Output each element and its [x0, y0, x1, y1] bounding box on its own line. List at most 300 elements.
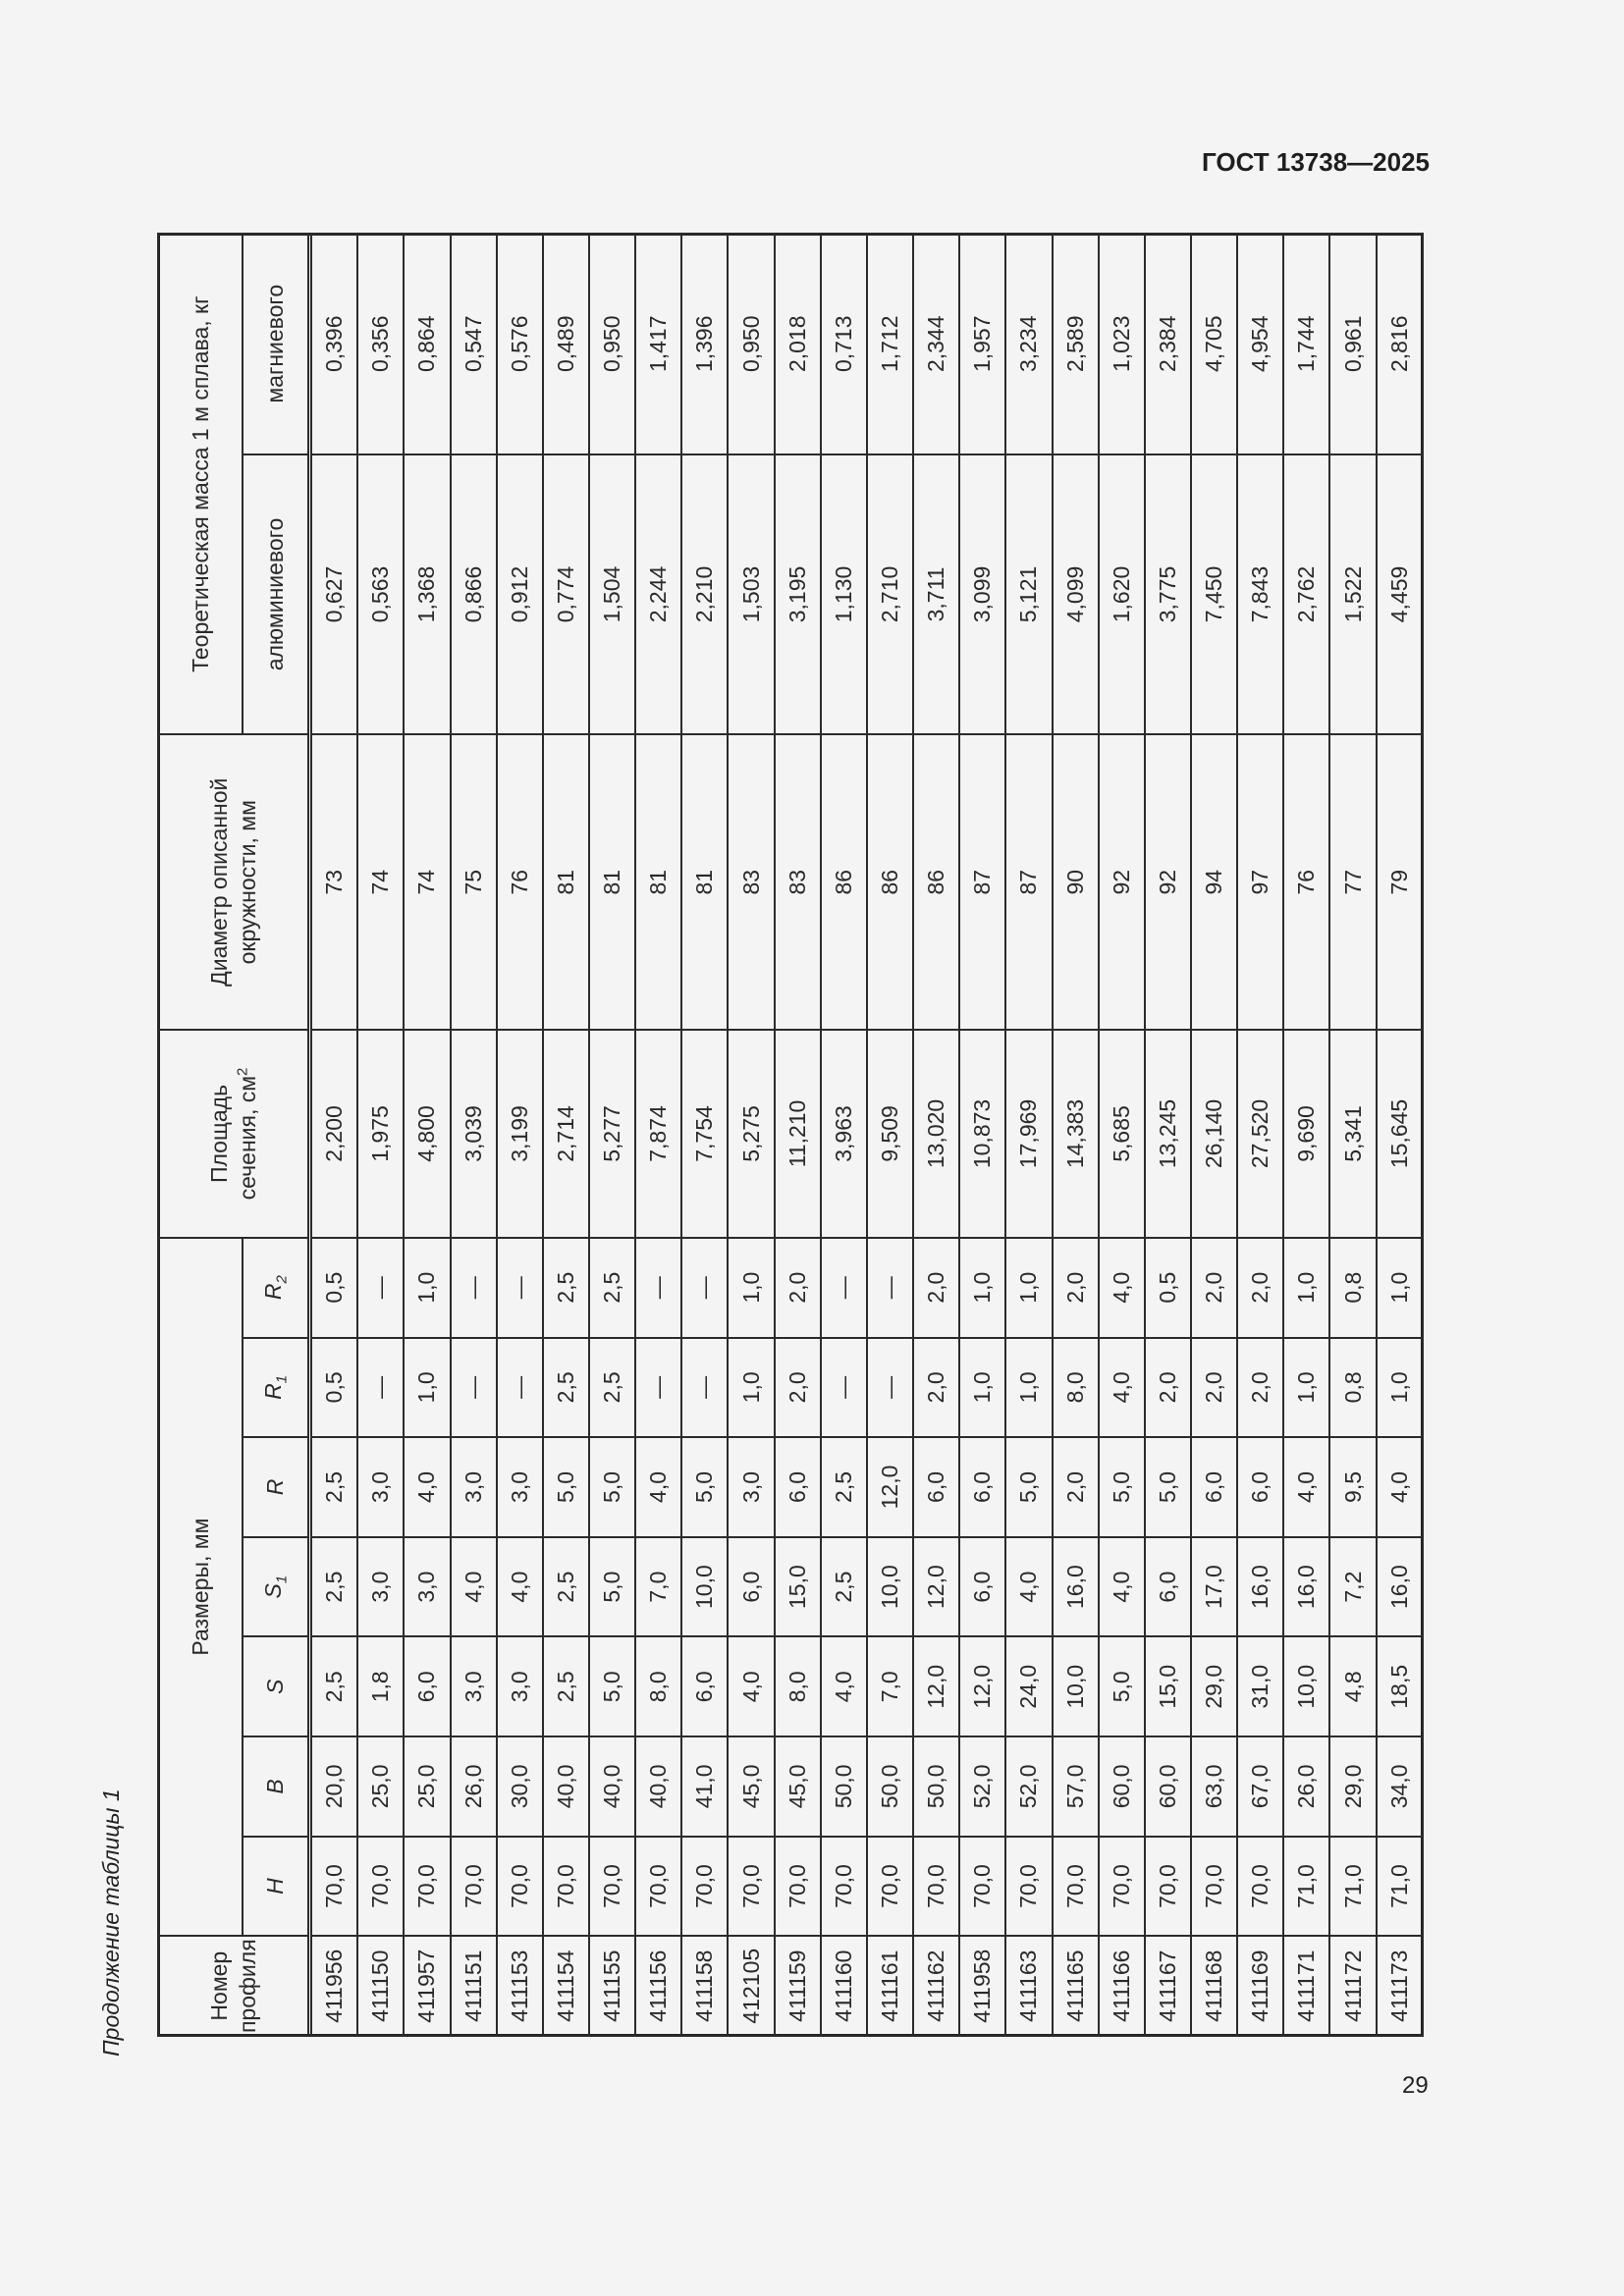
- cell-R1: 1,0: [1283, 1338, 1329, 1438]
- cell-R2: 2,0: [775, 1238, 821, 1338]
- cell-R1: 2,0: [1145, 1338, 1191, 1438]
- cell-R: 2,5: [821, 1437, 867, 1537]
- cell-R: 5,0: [1099, 1437, 1145, 1537]
- cell-magnesium-mass: 2,816: [1377, 234, 1423, 454]
- header-dim-R: R: [243, 1437, 310, 1537]
- cell-R: 3,0: [357, 1437, 404, 1537]
- cell-diameter: 73: [310, 734, 358, 1030]
- cell-R: 9,5: [1329, 1437, 1376, 1537]
- header-dim-S: S: [243, 1636, 310, 1736]
- header-profile-number: Номер профиля: [158, 1936, 310, 2036]
- cell-diameter: 92: [1099, 734, 1145, 1030]
- cell-R1: 0,5: [310, 1338, 358, 1438]
- cell-R1: 1,0: [728, 1338, 774, 1438]
- cell-R: 4,0: [1377, 1437, 1423, 1537]
- cell-H: 70,0: [404, 1837, 450, 1937]
- cell-S: 4,8: [1329, 1636, 1376, 1736]
- cell-diameter: 81: [543, 734, 589, 1030]
- cell-B: 40,0: [635, 1736, 681, 1837]
- cell-H: 70,0: [310, 1837, 358, 1937]
- cell-S1: 16,0: [1377, 1537, 1423, 1637]
- header-dim-R1: $R_1$: [243, 1338, 310, 1438]
- cell-profile-number: 411163: [1005, 1936, 1052, 2036]
- cell-R2: —: [821, 1238, 867, 1338]
- cell-R2: —: [497, 1238, 543, 1338]
- cell-B: 41,0: [681, 1736, 728, 1837]
- cell-H: 70,0: [1237, 1837, 1283, 1937]
- cell-B: 67,0: [1237, 1736, 1283, 1837]
- cell-S: 31,0: [1237, 1636, 1283, 1736]
- cell-H: 70,0: [821, 1837, 867, 1937]
- cell-diameter: 74: [404, 734, 450, 1030]
- cell-R2: —: [451, 1238, 497, 1338]
- cell-diameter: 94: [1191, 734, 1237, 1030]
- cell-profile-number: 411167: [1145, 1936, 1191, 2036]
- cell-aluminium-mass: 2,244: [635, 454, 681, 735]
- header-dim-B: B: [243, 1736, 310, 1837]
- document-id: ГОСТ 13738—2025: [1202, 147, 1430, 177]
- cell-diameter: 76: [497, 734, 543, 1030]
- cell-aluminium-mass: 7,450: [1191, 454, 1237, 735]
- table-row: [1191, 234, 1237, 2036]
- cell-S1: 4,0: [497, 1537, 543, 1637]
- cell-S1: 16,0: [1053, 1537, 1099, 1637]
- cell-R1: —: [681, 1338, 728, 1438]
- cell-H: 70,0: [1099, 1837, 1145, 1937]
- table-row: [1377, 234, 1423, 2036]
- cell-S: 10,0: [1053, 1636, 1099, 1736]
- cell-aluminium-mass: 3,775: [1145, 454, 1191, 735]
- cell-area: 13,245: [1145, 1030, 1191, 1238]
- cell-profile-number: 411155: [589, 1936, 635, 2036]
- cell-area: 3,963: [821, 1030, 867, 1238]
- cell-R2: 1,0: [1005, 1238, 1052, 1338]
- table-row: [589, 234, 635, 2036]
- header-circumscribed-diameter: Диаметр описанной окружности, мм: [158, 734, 310, 1030]
- cell-diameter: 76: [1283, 734, 1329, 1030]
- table-body: [310, 234, 1424, 2036]
- cell-R: 4,0: [635, 1437, 681, 1537]
- cell-S: 3,0: [451, 1636, 497, 1736]
- table-row: [867, 234, 913, 2036]
- cell-R1: —: [357, 1338, 404, 1438]
- cell-S1: 10,0: [867, 1537, 913, 1637]
- cell-aluminium-mass: 0,627: [310, 454, 358, 735]
- cell-S: 6,0: [404, 1636, 450, 1736]
- cell-diameter: 79: [1377, 734, 1423, 1030]
- cell-aluminium-mass: 0,866: [451, 454, 497, 735]
- cell-R1: —: [821, 1338, 867, 1438]
- cell-magnesium-mass: 4,705: [1191, 234, 1237, 454]
- table-row: [357, 234, 404, 2036]
- cell-area: 9,509: [867, 1030, 913, 1238]
- cell-H: 70,0: [543, 1837, 589, 1937]
- cell-magnesium-mass: 0,396: [310, 234, 358, 454]
- cell-H: 70,0: [681, 1837, 728, 1937]
- cell-R2: 1,0: [1283, 1238, 1329, 1338]
- cell-diameter: 86: [867, 734, 913, 1030]
- cell-H: 70,0: [1005, 1837, 1052, 1937]
- cell-diameter: 86: [821, 734, 867, 1030]
- cell-profile-number: 411957: [404, 1936, 450, 2036]
- cell-S1: 10,0: [681, 1537, 728, 1637]
- cell-area: 7,754: [681, 1030, 728, 1238]
- cell-aluminium-mass: 1,368: [404, 454, 450, 735]
- cell-S1: 12,0: [913, 1537, 959, 1637]
- cell-R1: 4,0: [1099, 1338, 1145, 1438]
- cell-S: 12,0: [913, 1636, 959, 1736]
- cell-magnesium-mass: 0,356: [357, 234, 404, 454]
- cell-R1: —: [635, 1338, 681, 1438]
- cell-B: 29,0: [1329, 1736, 1376, 1837]
- cell-aluminium-mass: 2,762: [1283, 454, 1329, 735]
- cell-H: 70,0: [357, 1837, 404, 1937]
- cell-B: 60,0: [1145, 1736, 1191, 1837]
- cell-R: 5,0: [1005, 1437, 1052, 1537]
- cell-magnesium-mass: 0,961: [1329, 234, 1376, 454]
- cell-diameter: 83: [728, 734, 774, 1030]
- cell-aluminium-mass: 2,710: [867, 454, 913, 735]
- table-row: [681, 234, 728, 2036]
- cell-profile-number: 411168: [1191, 1936, 1237, 2036]
- cell-S1: 15,0: [775, 1537, 821, 1637]
- cell-R2: 0,5: [310, 1238, 358, 1338]
- cell-B: 52,0: [1005, 1736, 1052, 1837]
- cell-magnesium-mass: 1,744: [1283, 234, 1329, 454]
- profile-table: [157, 233, 1424, 2037]
- cell-R1: 2,0: [775, 1338, 821, 1438]
- cell-S: 18,5: [1377, 1636, 1423, 1736]
- cell-S: 15,0: [1145, 1636, 1191, 1736]
- cell-aluminium-mass: 5,121: [1005, 454, 1052, 735]
- cell-S1: 17,0: [1191, 1537, 1237, 1637]
- cell-R: 6,0: [913, 1437, 959, 1537]
- cell-R: 6,0: [1191, 1437, 1237, 1537]
- cell-R1: 1,0: [1377, 1338, 1423, 1438]
- cell-profile-number: 411153: [497, 1936, 543, 2036]
- cell-area: 27,520: [1237, 1030, 1283, 1238]
- cell-R1: 2,0: [1237, 1338, 1283, 1438]
- cell-S1: 4,0: [451, 1537, 497, 1637]
- cell-R1: 2,0: [913, 1338, 959, 1438]
- cell-B: 60,0: [1099, 1736, 1145, 1837]
- table-row: [1053, 234, 1099, 2036]
- cell-R1: —: [451, 1338, 497, 1438]
- cell-magnesium-mass: 0,489: [543, 234, 589, 454]
- cell-R: 3,0: [728, 1437, 774, 1537]
- header-magnesium-mass: магниевого: [243, 234, 310, 454]
- cell-S1: 4,0: [1099, 1537, 1145, 1637]
- cell-S1: 3,0: [357, 1537, 404, 1637]
- table-row: [1099, 234, 1145, 2036]
- cell-R2: 2,5: [589, 1238, 635, 1338]
- cell-S: 6,0: [681, 1636, 728, 1736]
- cell-S: 2,5: [310, 1636, 358, 1736]
- cell-R2: 2,5: [543, 1238, 589, 1338]
- table-row: [451, 234, 497, 2036]
- cell-profile-number: 411956: [310, 1936, 358, 2036]
- cell-S: 5,0: [1099, 1636, 1145, 1736]
- cell-R1: —: [867, 1338, 913, 1438]
- table-row: [775, 234, 821, 2036]
- table-row: [1237, 234, 1283, 2036]
- cell-profile-number: 411162: [913, 1936, 959, 2036]
- cell-R: 3,0: [497, 1437, 543, 1537]
- cell-R: 12,0: [867, 1437, 913, 1537]
- cell-diameter: 92: [1145, 734, 1191, 1030]
- cell-area: 1,975: [357, 1030, 404, 1238]
- cell-H: 70,0: [867, 1837, 913, 1937]
- cell-S1: 6,0: [1145, 1537, 1191, 1637]
- cell-R: 5,0: [589, 1437, 635, 1537]
- cell-profile-number: 411158: [681, 1936, 728, 2036]
- cell-area: 9,690: [1283, 1030, 1329, 1238]
- cell-H: 71,0: [1329, 1837, 1376, 1937]
- cell-B: 25,0: [404, 1736, 450, 1837]
- cell-aluminium-mass: 4,459: [1377, 454, 1423, 735]
- cell-B: 63,0: [1191, 1736, 1237, 1837]
- cell-magnesium-mass: 4,954: [1237, 234, 1283, 454]
- cell-R1: 2,5: [543, 1338, 589, 1438]
- cell-S: 8,0: [635, 1636, 681, 1736]
- cell-aluminium-mass: 1,620: [1099, 454, 1145, 735]
- profile-table-frame: [157, 233, 1424, 2037]
- cell-B: 50,0: [867, 1736, 913, 1837]
- table-caption: Продолжение таблицы 1: [98, 1789, 124, 2056]
- cell-S1: 5,0: [589, 1537, 635, 1637]
- cell-B: 26,0: [1283, 1736, 1329, 1837]
- cell-aluminium-mass: 1,130: [821, 454, 867, 735]
- cell-R2: 1,0: [404, 1238, 450, 1338]
- cell-B: 30,0: [497, 1736, 543, 1837]
- cell-S: 8,0: [775, 1636, 821, 1736]
- cell-area: 5,685: [1099, 1030, 1145, 1238]
- table-row: [635, 234, 681, 2036]
- cell-R1: 1,0: [959, 1338, 1005, 1438]
- cell-magnesium-mass: 0,713: [821, 234, 867, 454]
- cell-area: 5,275: [728, 1030, 774, 1238]
- cell-H: 70,0: [913, 1837, 959, 1937]
- table-row: [959, 234, 1005, 2036]
- table-row: [1283, 234, 1329, 2036]
- cell-R: 5,0: [543, 1437, 589, 1537]
- cell-B: 52,0: [959, 1736, 1005, 1837]
- header-dimensions-group: Размеры, мм: [158, 1238, 243, 1937]
- cell-profile-number: 411161: [867, 1936, 913, 2036]
- cell-R1: —: [497, 1338, 543, 1438]
- cell-aluminium-mass: 1,503: [728, 454, 774, 735]
- header-theoretical-mass-group: Теоретическая масса 1 м сплава, кг: [158, 234, 243, 734]
- cell-R: 5,0: [681, 1437, 728, 1537]
- cell-S1: 4,0: [1005, 1537, 1052, 1637]
- table-row: [1005, 234, 1052, 2036]
- cell-area: 2,714: [543, 1030, 589, 1238]
- cell-R: 4,0: [404, 1437, 450, 1537]
- table-row: [821, 234, 867, 2036]
- cell-aluminium-mass: 1,522: [1329, 454, 1376, 735]
- cell-area: 13,020: [913, 1030, 959, 1238]
- cell-magnesium-mass: 0,950: [589, 234, 635, 454]
- cell-S: 4,0: [728, 1636, 774, 1736]
- cell-S: 4,0: [821, 1636, 867, 1736]
- table-row: [497, 234, 543, 2036]
- cell-R: 6,0: [775, 1437, 821, 1537]
- header-dim-H: H: [243, 1837, 310, 1937]
- cell-H: 71,0: [1377, 1837, 1423, 1937]
- cell-aluminium-mass: 3,711: [913, 454, 959, 735]
- table-row: [1145, 234, 1191, 2036]
- cell-B: 40,0: [543, 1736, 589, 1837]
- cell-diameter: 90: [1053, 734, 1099, 1030]
- cell-H: 70,0: [1145, 1837, 1191, 1937]
- cell-magnesium-mass: 1,712: [867, 234, 913, 454]
- cell-area: 7,874: [635, 1030, 681, 1238]
- cell-magnesium-mass: 3,234: [1005, 234, 1052, 454]
- table-row: [543, 234, 589, 2036]
- cell-R: 6,0: [959, 1437, 1005, 1537]
- cell-aluminium-mass: 0,563: [357, 454, 404, 735]
- cell-S1: 7,0: [635, 1537, 681, 1637]
- cell-area: 10,873: [959, 1030, 1005, 1238]
- cell-magnesium-mass: 0,950: [728, 234, 774, 454]
- cell-H: 70,0: [1053, 1837, 1099, 1937]
- cell-magnesium-mass: 0,864: [404, 234, 450, 454]
- cell-R2: 2,0: [1053, 1238, 1099, 1338]
- cell-R2: 4,0: [1099, 1238, 1145, 1338]
- cell-S1: 6,0: [728, 1537, 774, 1637]
- cell-R: 3,0: [451, 1437, 497, 1537]
- cell-B: 34,0: [1377, 1736, 1423, 1837]
- cell-diameter: 97: [1237, 734, 1283, 1030]
- cell-area: 26,140: [1191, 1030, 1237, 1238]
- cell-B: 45,0: [775, 1736, 821, 1837]
- cell-R2: 2,0: [1237, 1238, 1283, 1338]
- cell-S: 5,0: [589, 1636, 635, 1736]
- cell-R1: 2,0: [1191, 1338, 1237, 1438]
- cell-magnesium-mass: 2,344: [913, 234, 959, 454]
- cell-diameter: 86: [913, 734, 959, 1030]
- cell-area: 15,645: [1377, 1030, 1423, 1238]
- cell-profile-number: 411172: [1329, 1936, 1376, 2036]
- header-section-area: Площадь сечения, $см^2$: [158, 1030, 310, 1238]
- cell-profile-number: 411958: [959, 1936, 1005, 2036]
- cell-aluminium-mass: 7,843: [1237, 454, 1283, 735]
- table-row: [404, 234, 450, 2036]
- table-row: [310, 234, 358, 2036]
- cell-R2: 0,8: [1329, 1238, 1376, 1338]
- table-row: [728, 234, 774, 2036]
- cell-area: 14,383: [1053, 1030, 1099, 1238]
- cell-B: 50,0: [913, 1736, 959, 1837]
- cell-diameter: 81: [589, 734, 635, 1030]
- cell-area: 4,800: [404, 1030, 450, 1238]
- cell-S1: 3,0: [404, 1537, 450, 1637]
- header-aluminium-mass: алюминиевого: [243, 454, 310, 735]
- cell-S: 24,0: [1005, 1636, 1052, 1736]
- cell-diameter: 87: [959, 734, 1005, 1030]
- cell-profile-number: 411154: [543, 1936, 589, 2036]
- cell-S: 2,5: [543, 1636, 589, 1736]
- cell-R: 5,0: [1145, 1437, 1191, 1537]
- cell-magnesium-mass: 1,023: [1099, 234, 1145, 454]
- cell-H: 70,0: [728, 1837, 774, 1937]
- cell-aluminium-mass: 0,774: [543, 454, 589, 735]
- cell-B: 20,0: [310, 1736, 358, 1837]
- cell-aluminium-mass: 4,099: [1053, 454, 1099, 735]
- cell-S: 3,0: [497, 1636, 543, 1736]
- cell-magnesium-mass: 1,396: [681, 234, 728, 454]
- cell-H: 70,0: [1191, 1837, 1237, 1937]
- cell-B: 25,0: [357, 1736, 404, 1837]
- cell-area: 5,341: [1329, 1030, 1376, 1238]
- cell-S1: 16,0: [1283, 1537, 1329, 1637]
- cell-aluminium-mass: 2,210: [681, 454, 728, 735]
- cell-magnesium-mass: 1,417: [635, 234, 681, 454]
- cell-diameter: 81: [681, 734, 728, 1030]
- cell-R: 6,0: [1237, 1437, 1283, 1537]
- cell-B: 57,0: [1053, 1736, 1099, 1837]
- cell-R2: 1,0: [1377, 1238, 1423, 1338]
- cell-profile-number: 411151: [451, 1936, 497, 2036]
- table-row: [913, 234, 959, 2036]
- cell-magnesium-mass: 0,547: [451, 234, 497, 454]
- cell-R2: —: [635, 1238, 681, 1338]
- cell-magnesium-mass: 2,589: [1053, 234, 1099, 454]
- cell-R: 2,0: [1053, 1437, 1099, 1537]
- cell-magnesium-mass: 0,576: [497, 234, 543, 454]
- cell-H: 70,0: [959, 1837, 1005, 1937]
- cell-S: 1,8: [357, 1636, 404, 1736]
- cell-aluminium-mass: 3,195: [775, 454, 821, 735]
- cell-S1: 2,5: [543, 1537, 589, 1637]
- cell-diameter: 77: [1329, 734, 1376, 1030]
- cell-diameter: 74: [357, 734, 404, 1030]
- cell-profile-number: 411159: [775, 1936, 821, 2036]
- rotated-table-container: [157, 233, 1424, 2037]
- header-dim-S1: $S_1$: [243, 1537, 310, 1637]
- cell-profile-number: 411171: [1283, 1936, 1329, 2036]
- cell-R2: 0,5: [1145, 1238, 1191, 1338]
- header-dim-R2: $R_2$: [243, 1238, 310, 1338]
- cell-profile-number: 411160: [821, 1936, 867, 2036]
- cell-R: 4,0: [1283, 1437, 1329, 1537]
- cell-profile-number: 411169: [1237, 1936, 1283, 2036]
- cell-diameter: 83: [775, 734, 821, 1030]
- cell-H: 71,0: [1283, 1837, 1329, 1937]
- cell-magnesium-mass: 2,384: [1145, 234, 1191, 454]
- cell-R2: —: [357, 1238, 404, 1338]
- cell-R2: —: [681, 1238, 728, 1338]
- cell-diameter: 87: [1005, 734, 1052, 1030]
- cell-B: 26,0: [451, 1736, 497, 1837]
- cell-H: 70,0: [451, 1837, 497, 1937]
- cell-B: 40,0: [589, 1736, 635, 1837]
- cell-profile-number: 411166: [1099, 1936, 1145, 2036]
- table-row: [1329, 234, 1376, 2036]
- cell-aluminium-mass: 0,912: [497, 454, 543, 735]
- cell-S1: 7,2: [1329, 1537, 1376, 1637]
- cell-diameter: 81: [635, 734, 681, 1030]
- cell-area: 17,969: [1005, 1030, 1052, 1238]
- cell-profile-number: 411165: [1053, 1936, 1099, 2036]
- cell-R: 2,5: [310, 1437, 358, 1537]
- cell-S1: 2,5: [821, 1537, 867, 1637]
- cell-aluminium-mass: 1,504: [589, 454, 635, 735]
- cell-S1: 2,5: [310, 1537, 358, 1637]
- cell-area: 5,277: [589, 1030, 635, 1238]
- cell-H: 70,0: [497, 1837, 543, 1937]
- cell-B: 50,0: [821, 1736, 867, 1837]
